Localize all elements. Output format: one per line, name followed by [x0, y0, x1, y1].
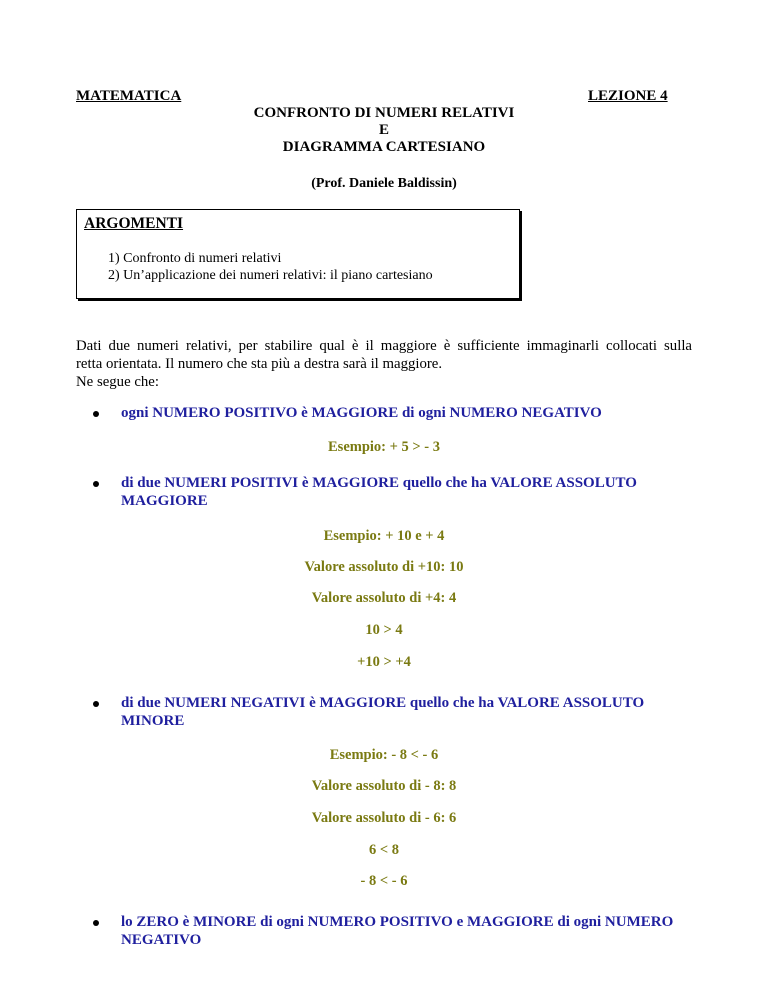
- rule-3-text-line-1: di due NUMERI NEGATIVI è MAGGIORE quello che ha VALORE ASSOLUTO: [121, 695, 645, 711]
- title-line-3: DIAGRAMMA CARTESIANO: [282, 139, 486, 155]
- rule-2-comparison-1: 10 > 4: [365, 622, 403, 638]
- lesson-label: LEZIONE 4: [588, 88, 668, 104]
- rule-2-abs-value-2: Valore assoluto di +4: 4: [311, 590, 457, 606]
- rule-2-text-line-1: di due NUMERI POSITIVI è MAGGIORE quello che ha VALORE ASSOLUTO: [121, 475, 637, 491]
- title-line-2: E: [378, 122, 389, 138]
- rule-2-comparison-2: +10 > +4: [357, 654, 411, 670]
- rule-3-comparison-1: 6 < 8: [368, 842, 399, 858]
- topic-item-2: 2) Un’applicazione dei numeri relativi: il piano cartesiano: [108, 268, 433, 283]
- title-line-1: CONFRONTO DI NUMERI RELATIVI: [253, 105, 515, 121]
- rule-1-text: ogni NUMERO POSITIVO è MAGGIORE di ogni NUMERO NEGATIVO: [121, 405, 602, 421]
- bullet-icon: [93, 920, 99, 926]
- subject-label: MATEMATICA: [76, 88, 182, 104]
- rule-3-comparison-2: - 8 < - 6: [360, 873, 408, 889]
- rule-3-abs-value-1: Valore assoluto di - 8: 8: [311, 778, 457, 794]
- rule-2-text-line-2: MAGGIORE: [121, 493, 208, 509]
- rule-3-abs-value-2: Valore assoluto di - 6: 6: [311, 810, 457, 826]
- rule-3-text-line-2: MINORE: [121, 713, 185, 729]
- rule-4-text-line-2: NEGATIVO: [121, 932, 202, 948]
- rule-4-text-line-1: lo ZERO è MINORE di ogni NUMERO POSITIVO e MAGGIORE di ogni NUMERO: [121, 914, 674, 930]
- bullet-icon: [93, 481, 99, 487]
- rule-2-abs-value-1: Valore assoluto di +10: 10: [304, 559, 464, 575]
- intro-line-1: Dati due numeri relativi, per stabilire qual è il maggiore è sufficiente immaginarli collocati sulla: [76, 338, 692, 354]
- rule-3-example: Esempio: - 8 < - 6: [329, 747, 439, 763]
- topic-item-1: 1) Confronto di numeri relativi: [108, 251, 282, 266]
- bullet-icon: [93, 701, 99, 707]
- bullet-icon: [93, 411, 99, 417]
- author-line: (Prof. Daniele Baldissin): [311, 176, 457, 191]
- rule-2-example: Esempio: + 10 e + 4: [323, 528, 445, 544]
- intro-line-2: retta orientata. Il numero che sta più a destra sarà il maggiore.: [76, 356, 443, 372]
- topics-heading: ARGOMENTI: [84, 215, 184, 232]
- rule-1-example: Esempio: + 5 > - 3: [328, 439, 440, 455]
- intro-line-3: Ne segue che:: [76, 374, 159, 390]
